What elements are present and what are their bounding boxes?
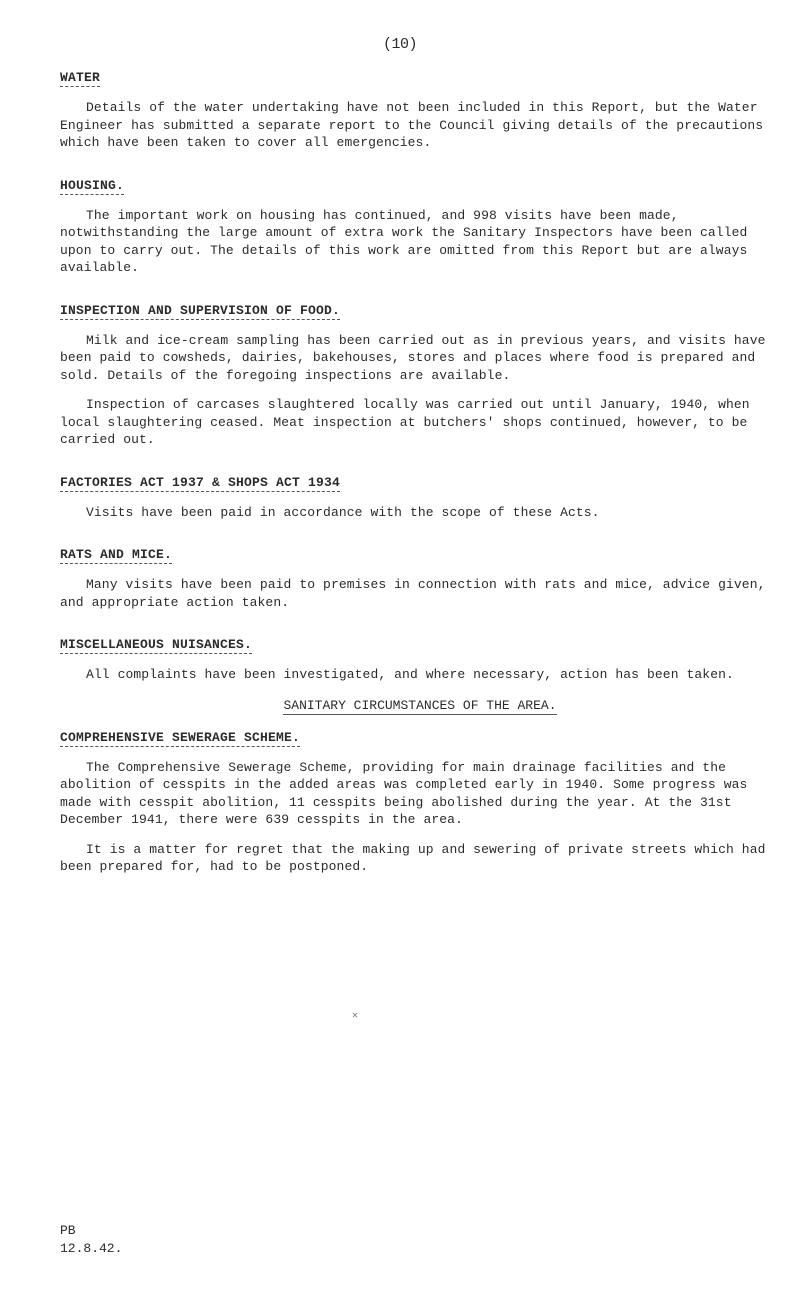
paragraph-sewerage-scheme: The Comprehensive Sewerage Scheme, providing for main drainage facilities and the abolition of cesspits in the added areas was completed early in 1940. Some progress was made with cesspit abolition, 11 cesspits being abolished during the year. At the 31st December 1941, there were 639 cesspits in the area.: [60, 759, 748, 827]
footer-reference: [60, 1222, 122, 1257]
footer-date: 12.8.42.: [60, 1240, 123, 1256]
paragraph-rats-mice: Many visits have been paid to premises in connection with rats and mice, advice given, and appropriate action taken.: [60, 577, 766, 610]
section-food-inspection: [60, 301, 780, 449]
paragraph-factories-shops: Visits have been paid in accordance with the scope of these Acts.: [86, 504, 600, 520]
paragraph-food-sampling: Milk and ice-cream sampling has been carried out as in previous years, and visits have been paid to cowsheds, dairies, bakehouses, stores and places where food is prepared and sold. Details of the foregoing inspections are available.: [60, 332, 766, 383]
heading-sanitary-circumstances: SANITARY CIRCUMSTANCES OF THE AREA.: [283, 697, 557, 713]
heading-water: WATER: [60, 70, 101, 85]
report-body: [60, 68, 780, 900]
page-number: (10): [382, 36, 417, 53]
heading-factories-shops: FACTORIES ACT 1937 & SHOPS ACT 1934: [60, 474, 341, 490]
paragraph-water: Details of the water undertaking have not been included in this Report, but the Water Engineer has submitted a separate report to the Council giving details of the precautions which have been taken to cover all emergencies.: [60, 100, 764, 150]
heading-rats-mice: RATS AND MICE.: [60, 547, 173, 562]
heading-housing: HOUSING.: [60, 177, 125, 193]
paragraph-nuisances: All complaints have been investigated, and where necessary, action has been taken.: [86, 667, 734, 682]
paragraph-private-streets: It is a matter for regret that the making up and sewering of private streets which had been prepared for, had to be postponed.: [60, 841, 766, 874]
heading-food-inspection: INSPECTION AND SUPERVISION OF FOOD.: [60, 302, 341, 318]
paragraph-housing: The important work on housing has continued, and 998 visits have been made, notwithstanding the large amount of extra work the Sanitary Inspectors have been called upon to carry out. The details of this work are omitted from this Report but are always available.: [60, 207, 748, 275]
section-sanitary-circumstances: [60, 696, 780, 714]
scan-speck: ✕: [352, 1011, 359, 1022]
section-rats-mice: [60, 545, 780, 611]
section-nuisances: [60, 635, 780, 684]
footer-initials: PB: [60, 1223, 76, 1238]
section-sewerage: [60, 728, 780, 876]
heading-nuisances: MISCELLANEOUS NUISANCES.: [60, 637, 253, 652]
section-factories-shops: [60, 473, 780, 522]
heading-sewerage: COMPREHENSIVE SEWERAGE SCHEME.: [60, 729, 301, 745]
paragraph-carcase-inspection: Inspection of carcases slaughtered locally was carried out until January, 1940, when local slaughtering ceased. Meat inspection at butchers' shops continued, however, to be carried out.: [60, 397, 750, 447]
section-water: [60, 68, 780, 152]
section-housing: [60, 176, 780, 277]
